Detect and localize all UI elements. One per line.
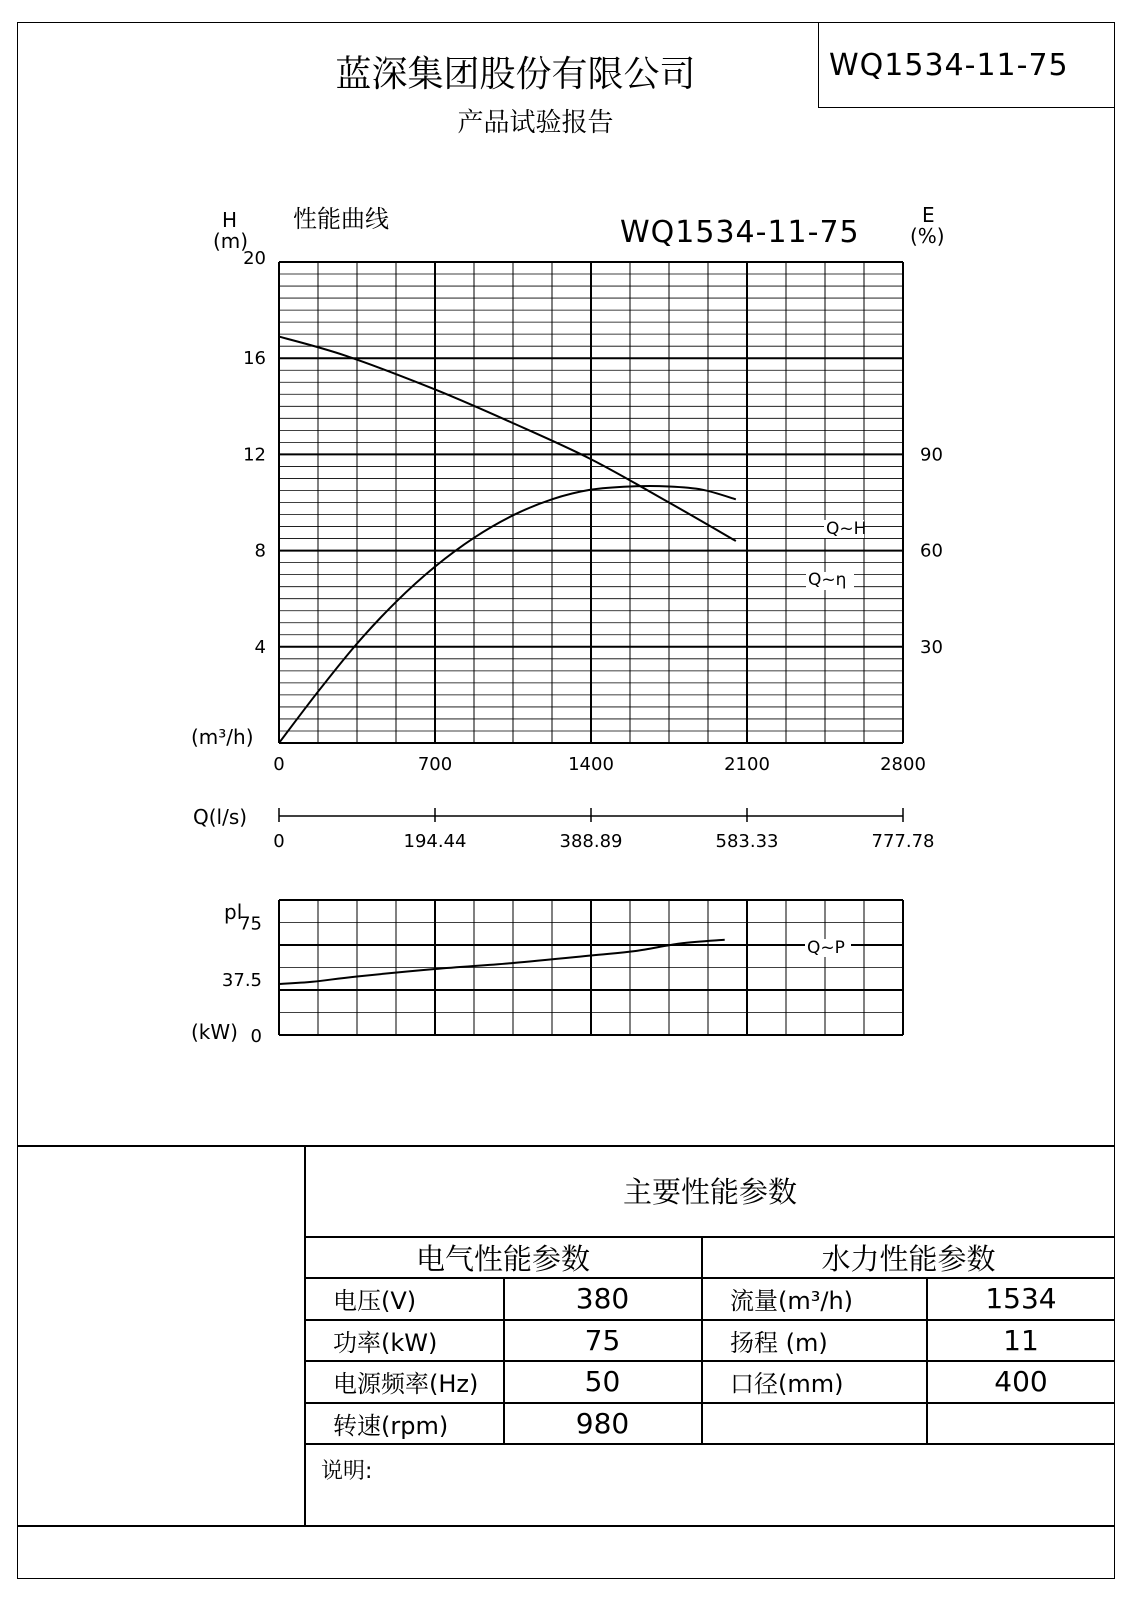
hydraulic-label-diameter: 口径(mm): [730, 1370, 844, 1398]
chart-title: 性能曲线: [293, 205, 389, 233]
power-y-tick-label: 0: [250, 1026, 262, 1047]
legend-q-h: Q~H: [826, 519, 867, 539]
flow-ls-tick-label: 388.89: [559, 831, 623, 852]
hydraulic-value-head: 11: [1003, 1323, 1039, 1357]
hydraulic-value-empty: [927, 1403, 1115, 1443]
table-bottom-border: [17, 1525, 1115, 1527]
electrical-value-voltage: 380: [575, 1282, 630, 1315]
y-tick-label-left: 16: [243, 348, 266, 370]
electrical-label-power: 功率(kW): [333, 1328, 438, 1357]
y-axis-label-left: H: [222, 208, 238, 232]
hydraulic-value-diameter: 400: [994, 1365, 1048, 1398]
company-name: 蓝深集团股份有限公司: [335, 54, 696, 95]
y-axis-unit-left: (m): [213, 229, 249, 253]
hydraulic-value-flow: 1534: [985, 1282, 1057, 1315]
flow-ls-tick-label: 777.78: [871, 831, 935, 852]
section-divider: [17, 1145, 1115, 1147]
x-tick-label: 2800: [880, 754, 926, 775]
x-axis-unit: (m³/h): [191, 725, 254, 749]
flow-ls-tick-label: 583.33: [715, 831, 779, 852]
chart-model: WQ1534-11-75: [620, 215, 860, 250]
electrical-params-header: 电气性能参数: [415, 1241, 590, 1276]
power-y-tick-label: 75: [239, 913, 262, 935]
x-tick-label: 700: [417, 754, 453, 775]
hydraulic-label-empty: [702, 1403, 926, 1443]
electrical-value-power: 75: [584, 1323, 621, 1357]
y-tick-label-right: 60: [920, 540, 943, 562]
flow-ls-tick-label: 194.44: [403, 831, 467, 852]
q-eta-curve: [279, 486, 736, 743]
power-y-unit: (kW): [191, 1020, 238, 1044]
x-tick-label: 2100: [724, 754, 770, 775]
q-h-curve: [279, 337, 736, 541]
hydraulic-params-header: 水力性能参数: [821, 1241, 996, 1276]
y-tick-label-left: 12: [243, 444, 266, 466]
power-y-label: pl: [224, 900, 243, 924]
y-tick-label-left: 20: [243, 248, 266, 269]
y-tick-label-right: 30: [920, 636, 943, 658]
flow-ls-tick-label: 0: [273, 831, 285, 852]
hydraulic-label-flow: 流量(m³/h): [730, 1287, 854, 1315]
electrical-label-speed: 转速(rpm): [333, 1411, 449, 1440]
power-y-tick-label: 37.5: [221, 969, 262, 991]
notes-label: 说明:: [321, 1459, 373, 1484]
power-chart-grid: [279, 900, 903, 1035]
electrical-value-speed: 980: [575, 1406, 630, 1440]
hydraulic-label-head: 扬程 (m): [730, 1328, 828, 1357]
legend-q-eta: Q~η: [808, 570, 847, 590]
y-tick-label-right: 90: [920, 444, 943, 466]
electrical-value-frequency: 50: [584, 1365, 621, 1398]
y-axis-label-right: E: [922, 203, 935, 227]
y-axis-unit-right: (%): [910, 224, 945, 248]
legend-q-p: Q~P: [807, 938, 845, 958]
main-chart-grid: [279, 262, 903, 743]
y-tick-label-left: 8: [254, 540, 266, 562]
q-p-curve: [279, 940, 725, 984]
report-title: 产品试验报告: [457, 108, 614, 138]
electrical-label-frequency: 电源频率(Hz): [333, 1370, 479, 1398]
y-tick-label-left: 4: [254, 636, 266, 658]
x-tick-label: 1400: [568, 754, 614, 775]
params-title: 主要性能参数: [622, 1174, 797, 1209]
x-tick-label: 0: [273, 754, 285, 775]
flow-ls-axis-label: Q(l/s): [193, 805, 248, 829]
electrical-label-voltage: 电压(V): [333, 1287, 417, 1315]
model-code-box: WQ1534-11-75: [818, 22, 1115, 108]
